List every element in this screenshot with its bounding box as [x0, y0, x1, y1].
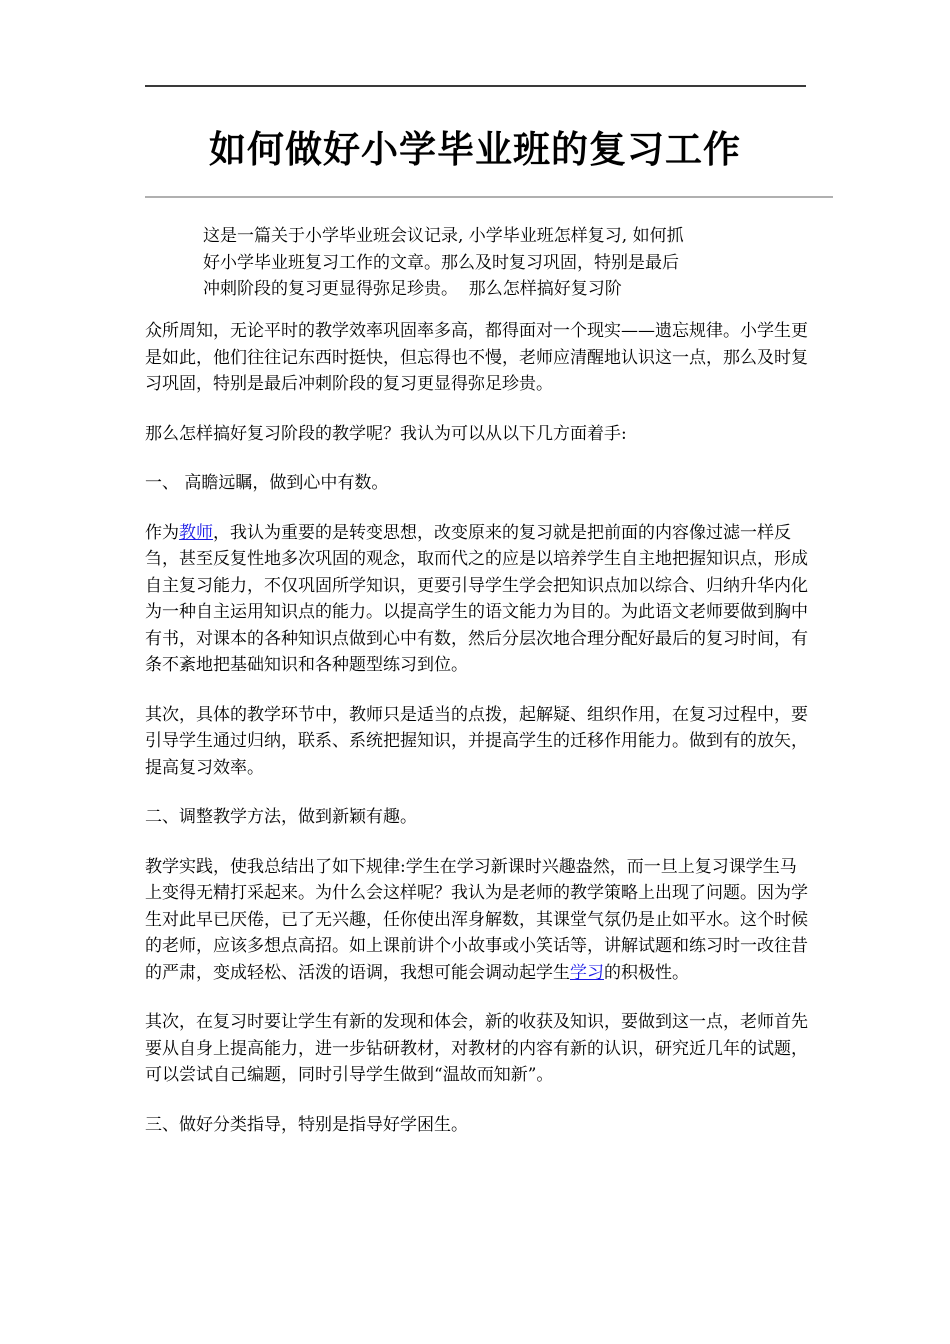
article-summary — [203, 223, 763, 303]
paragraph-new-discovery: 其次，在复习时要让学生有新的发现和体会，新的收获及知识，要做到这一点，老师首先要从自身上提高能力，进一步钻研教材，对教材的内容有新的认识，研究近几年的试题，可以尝试自己编题，同时引导学生做到“温故而知新”。 — [145, 1012, 808, 1085]
summary-line: 好小学毕业班复习工作的文章。那么及时复习巩固，特别是最后 — [203, 252, 679, 273]
study-link[interactable]: 学习 — [570, 962, 604, 983]
summary-line: 这是一篇关于小学毕业班会议记录, 小学毕业班怎样复习, 如何抓 — [203, 226, 684, 246]
title-divider — [145, 196, 833, 198]
paragraph-text: 的积极性。 — [604, 962, 689, 983]
paragraph-teaching-steps: 其次，具体的教学环节中，教师只是适当的点拨，起解疑、组织作用，在复习过程中，要引导学生通过归纳，联系、系统把握知识，并提高学生的迁移作用能力。做到有的放矢，提高复习效率。 — [145, 704, 808, 778]
paragraph-intro-question: 那么怎样搞好复习阶段的教学呢？我认为可以从以下几方面着手: — [145, 423, 627, 444]
paragraph-text: ，我认为重要的是转变思想，改变原来的复习就是把前面的内容像过滤一样反刍，甚至反复性地多次巩固的观念，取而代之的应是以培养学生自主地把握知识点，形成自主复习能力，不仅巩固所学知识，更要引导学生学会把知识点加以综合、归纳升华内化为一种自主运用知识点的能力。以提高学生的语文能力为目的。为此语文老师要做到胸中有书，对课本的各种知识点做到心中有数，然后分层次地合理分配好最后的复习时间，有条不紊地把基础知识和各种题型练习到位。 — [145, 522, 808, 675]
section-heading-2: 二、调整教学方法，做到新颖有趣。 — [145, 807, 417, 827]
teacher-link[interactable]: 教师 — [179, 522, 213, 543]
top-rule — [145, 85, 806, 87]
paragraph-teacher-mindset — [145, 520, 813, 679]
summary-line: 冲刺阶段的复习更显得弥足珍贵。 那么怎样搞好复习阶 — [203, 279, 622, 299]
paragraph-text: 教学实践，使我总结出了如下规律:学生在学习新课时兴趣盎然，而一旦上复习课学生马上变得无精打采起来。为什么会这样呢？我认为是老师的教学策略上出现了问题。因为学生对此早已厌倦，已了无兴趣，任你使出浑身解数，其课堂气氛仍是止如平水。这个时候的老师，应该多想点高招。如上课前讲个小故事或小笑话等，讲解试题和练习时一改往昔的严肃，变成轻松、活泼的语调，我想可能会调动起学生 — [145, 856, 808, 983]
article-body — [145, 318, 813, 1161]
paragraph-forgetting-curve: 众所周知，无论平时的教学效率巩固率多高，都得面对一个现实——遗忘规律。小学生更是如此，他们往往记东西时挺快，但忘得也不慢，老师应清醒地认识这一点，那么及时复习巩固，特别是最后冲刺阶段的复习更显得弥足珍贵。 — [145, 321, 808, 394]
section-heading-1: 一、 高瞻远瞩，做到心中有数。 — [145, 473, 389, 493]
section-heading-3: 三、做好分类指导，特别是指导好学困生。 — [145, 1114, 468, 1135]
paragraph-teaching-practice — [145, 854, 813, 987]
paragraph-text: 作为 — [145, 522, 179, 543]
page-title: 如何做好小学毕业班的复习工作 — [209, 128, 741, 171]
